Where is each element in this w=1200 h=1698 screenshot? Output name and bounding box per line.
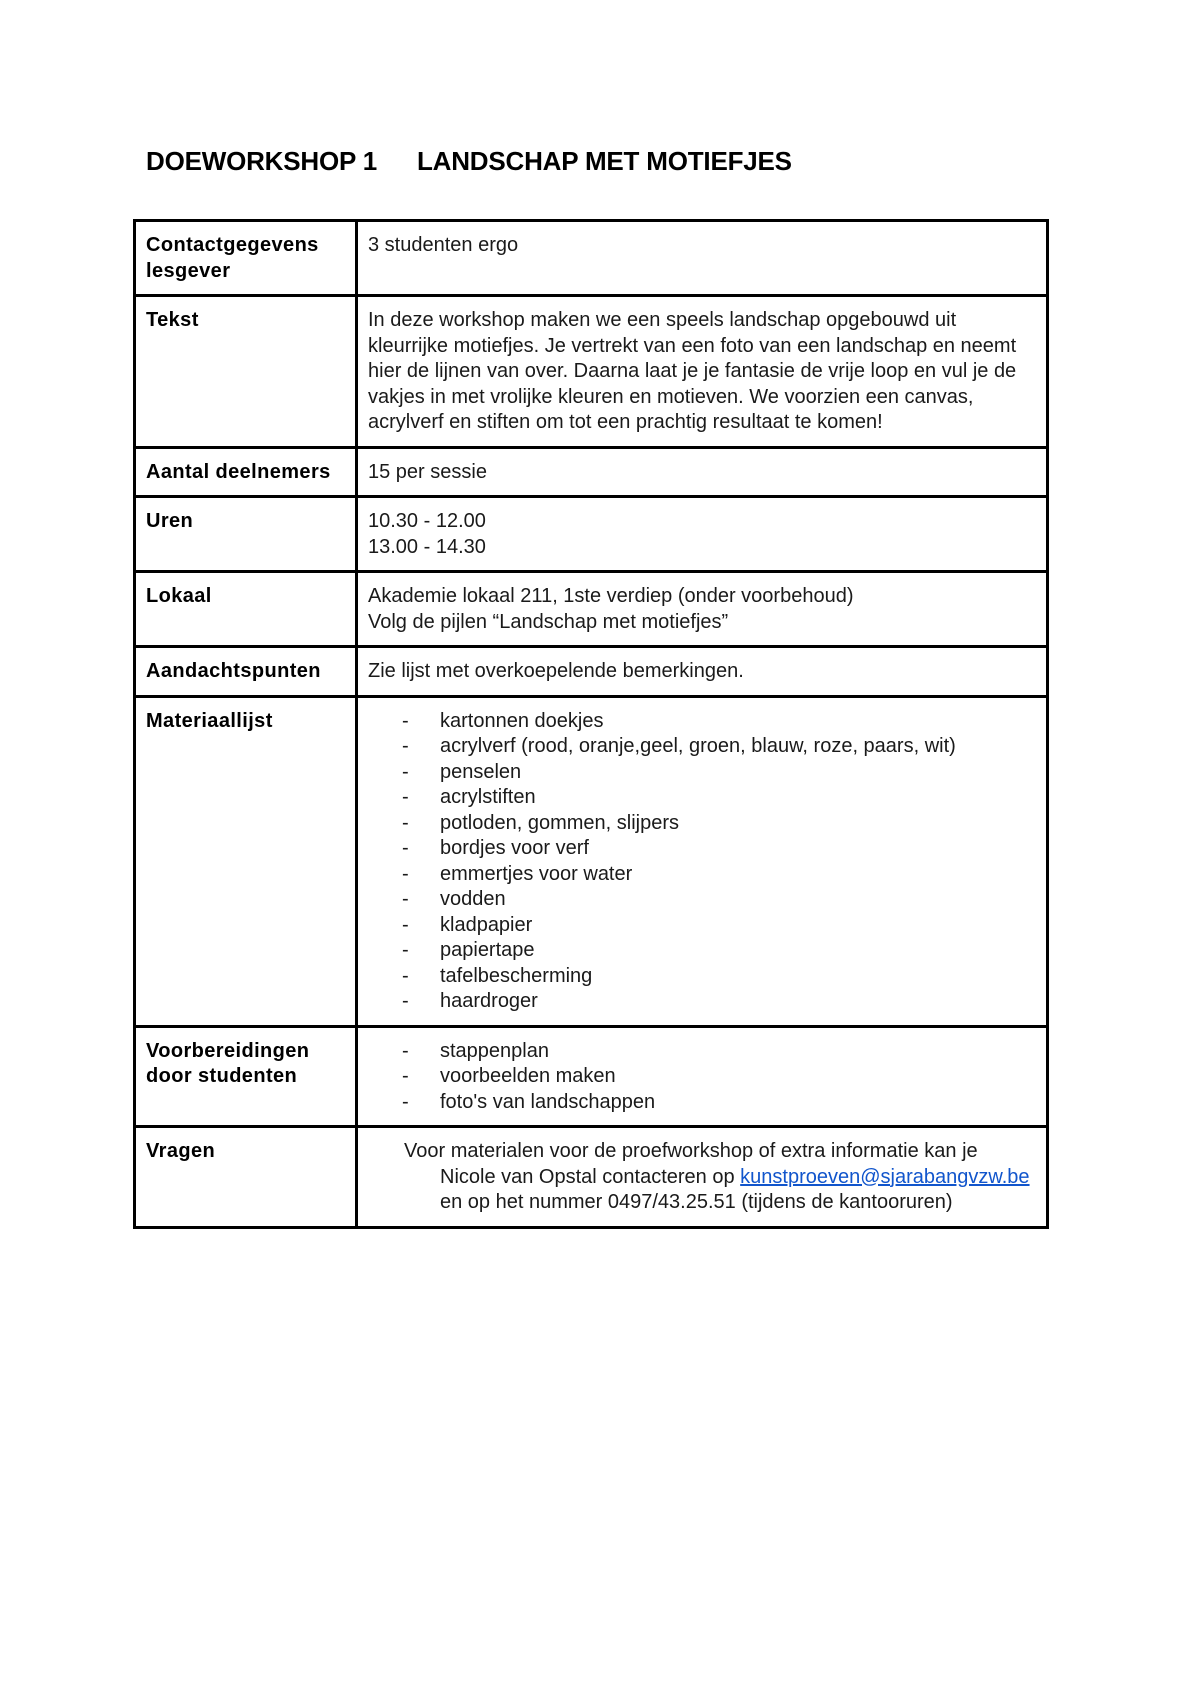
label-vragen: Vragen xyxy=(135,1127,357,1228)
table-row xyxy=(135,572,1048,647)
lokaal-line: Volg de pijlen “Landschap met motiefjes” xyxy=(368,610,729,633)
value-voorbereiding xyxy=(357,1026,1048,1127)
list-item: - papiertape xyxy=(402,938,1037,964)
vragen-text-after: en op het nummer 0497/43.25.51 (tijdens de kantooruren) xyxy=(440,1191,953,1213)
list-item: - voorbeelden maken xyxy=(402,1064,1037,1090)
preparation-list xyxy=(368,1039,1037,1116)
list-item: - emmertjes voor water xyxy=(402,862,1037,888)
table-row xyxy=(135,221,1048,296)
value-materiaal xyxy=(357,696,1048,1026)
value-vragen xyxy=(357,1127,1048,1228)
list-item: - tafelbescherming xyxy=(402,964,1037,990)
list-item: - acrylstiften xyxy=(402,785,1037,811)
list-item: - foto's van landschappen xyxy=(402,1090,1037,1116)
workshop-info-table xyxy=(133,219,1049,1229)
table-row xyxy=(135,296,1048,448)
value-tekst: In deze workshop maken we een speels landschap opgebouwd uit kleurrijke motiefjes. Je vertrekt van een foto van een landschap en neemt hier de lijnen van over. Daarna laat je je fantasie de vrije loop en vul je de vakjes in met vrolijke kleuren en motieven. We voorzien een canvas, acrylverf en stiften om tot een prachtig resultaat te komen! xyxy=(357,296,1048,448)
table-row xyxy=(135,1127,1048,1228)
value-uren xyxy=(357,497,1048,572)
label-contact: Contactgegevens lesgever xyxy=(135,221,357,296)
value-aandachtspunten: Zie lijst met overkoepelende bemerkingen. xyxy=(357,647,1048,697)
value-deelnemers: 15 per sessie xyxy=(357,447,1048,497)
list-item: - kladpapier xyxy=(402,913,1037,939)
label-uren: Uren xyxy=(135,497,357,572)
list-item: - vodden xyxy=(402,887,1037,913)
table-row xyxy=(135,696,1048,1026)
list-item: - potloden, gommen, slijpers xyxy=(402,811,1037,837)
email-link[interactable]: kunstproeven@sjarabangvzw.be xyxy=(740,1165,1030,1188)
list-item: - penselen xyxy=(402,760,1037,786)
lokaal-line: Akademie lokaal 211, 1ste verdiep (onder voorbehoud) xyxy=(368,585,854,607)
label-aandachtspunten: Aandachtspunten xyxy=(135,647,357,697)
material-list xyxy=(368,709,1037,1015)
list-item: - bordjes voor verf xyxy=(402,836,1037,862)
label-materiaal: Materiaallijst xyxy=(135,696,357,1026)
label-deelnemers: Aantal deelnemers xyxy=(135,447,357,497)
list-item: - haardroger xyxy=(402,989,1037,1015)
page-title-part2: LANDSCHAP MET MOTIEFJES xyxy=(416,146,792,176)
vragen-text xyxy=(368,1139,1037,1216)
label-voorbereiding: Voorbereidingen door studenten xyxy=(135,1026,357,1127)
label-lokaal: Lokaal xyxy=(135,572,357,647)
table-row xyxy=(135,497,1048,572)
page-title xyxy=(146,146,792,177)
uren-line: 13.00 - 14.30 xyxy=(368,535,486,558)
table-row xyxy=(135,447,1048,497)
list-item: - acrylverf (rood, oranje,geel, groen, blauw, roze, paars, wit) xyxy=(402,734,1037,760)
label-tekst: Tekst xyxy=(135,296,357,448)
value-contact: 3 studenten ergo xyxy=(357,221,1048,296)
page-title-part1: DOEWORKSHOP 1 xyxy=(146,146,377,176)
list-item: - kartonnen doekjes xyxy=(402,709,1037,735)
table-row xyxy=(135,647,1048,697)
value-lokaal xyxy=(357,572,1048,647)
list-item: - stappenplan xyxy=(402,1039,1037,1065)
uren-line: 10.30 - 12.00 xyxy=(368,510,486,532)
table-row xyxy=(135,1026,1048,1127)
vragen-text-before: Voor materialen voor de proefworkshop of extra informatie kan je Nicole van Opstal contacteren op xyxy=(404,1140,978,1188)
